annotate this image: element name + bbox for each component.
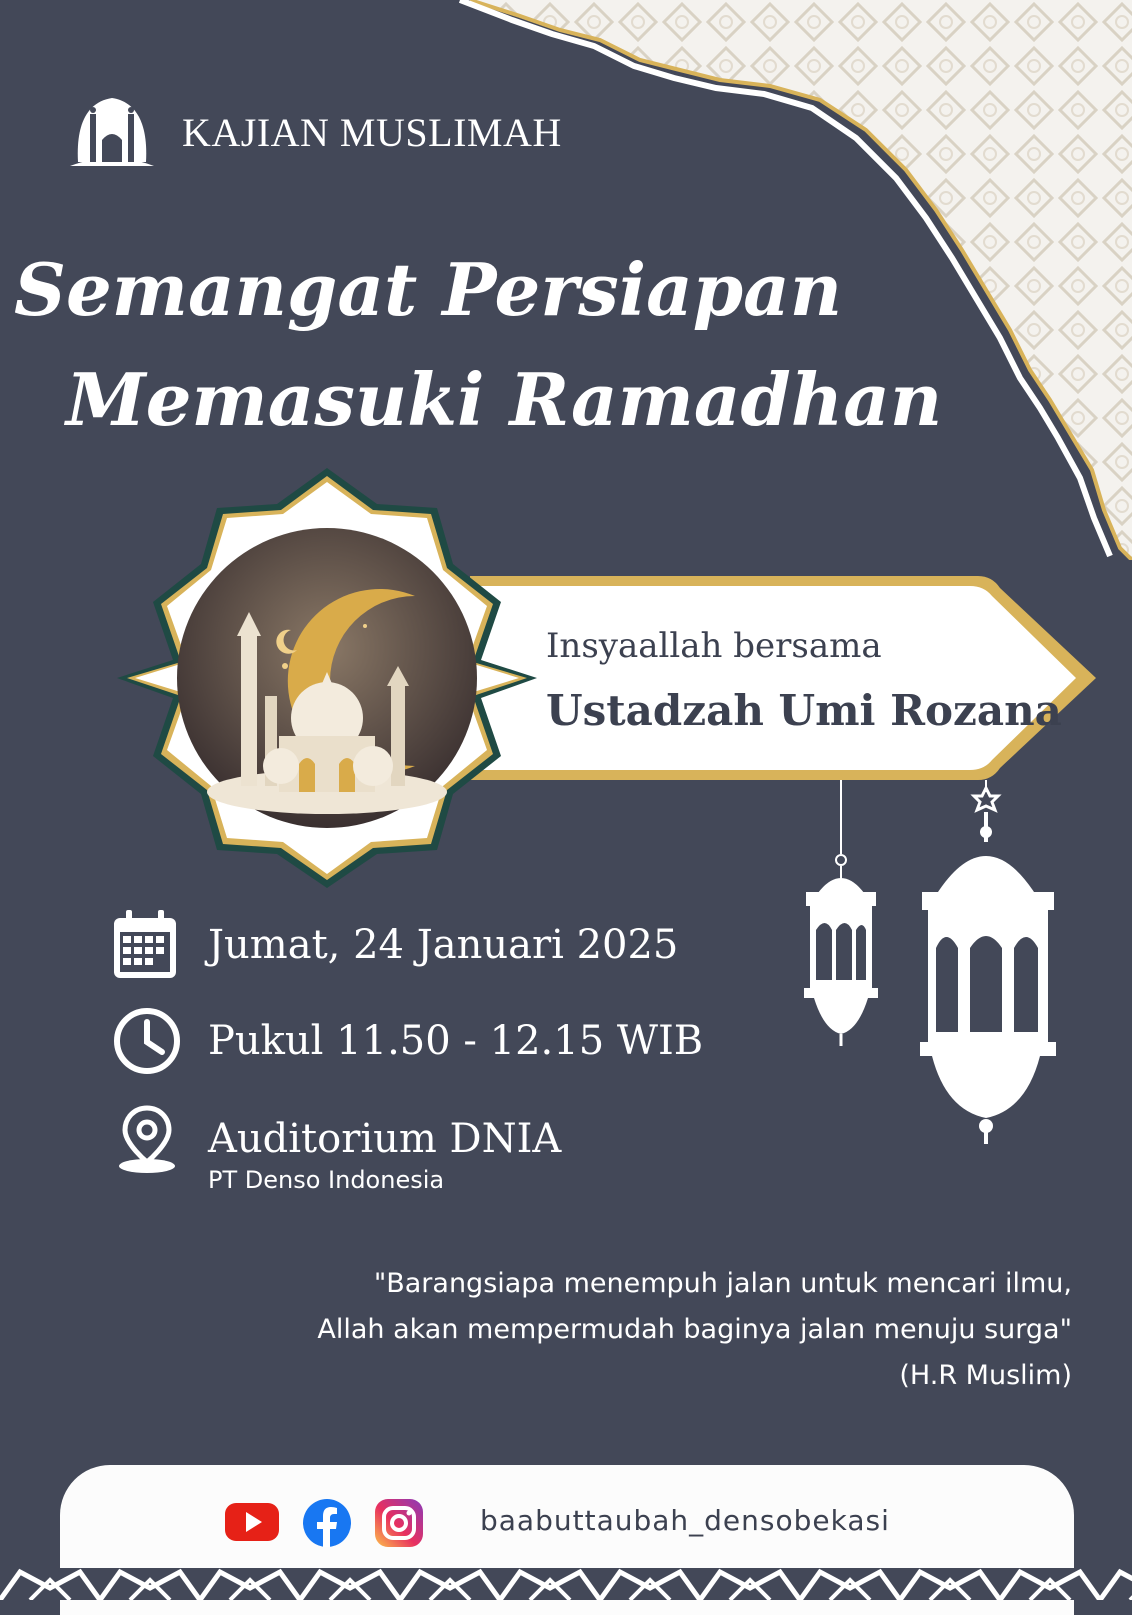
mosque-icon xyxy=(66,96,158,168)
speaker-name: Ustadzah Umi Rozana xyxy=(546,686,1062,735)
event-date: Jumat, 24 Januari 2025 xyxy=(208,922,679,968)
title-line-1: Semangat Persiapan xyxy=(14,247,843,332)
calendar-icon xyxy=(112,910,182,980)
speaker-banner xyxy=(470,576,1100,782)
social-icons xyxy=(224,1498,424,1548)
lanterns-decoration xyxy=(800,780,1090,1170)
facebook-icon[interactable] xyxy=(302,1498,352,1548)
quote-line-1: "Barangsiapa menempuh jalan untuk mencari ilmu, xyxy=(373,1268,1072,1299)
brand-name: KAJIAN MUSLIMAH xyxy=(182,109,562,155)
event-location: Auditorium DNIA xyxy=(208,1116,562,1162)
location-row xyxy=(112,1104,561,1174)
youtube-icon[interactable] xyxy=(224,1498,280,1546)
event-time: Pukul 11.50 - 12.15 WIB xyxy=(208,1018,704,1064)
brand-header xyxy=(66,96,562,168)
mosque-illustration-medallion xyxy=(115,466,539,890)
event-location-sub: PT Denso Indonesia xyxy=(208,1166,445,1194)
time-row xyxy=(112,1006,703,1076)
instagram-icon[interactable] xyxy=(374,1498,424,1548)
title-line-2: Memasuki Ramadhan xyxy=(66,357,943,442)
bottom-pattern-strip xyxy=(0,1568,1132,1600)
location-pin-icon xyxy=(112,1104,182,1174)
quote-line-2: Allah akan mempermudah baginya jalan menuju surga" xyxy=(317,1314,1072,1345)
quote-source: (H.R Muslim) xyxy=(899,1360,1072,1391)
social-handle[interactable]: baabuttaubah_densobekasi xyxy=(480,1504,890,1537)
date-row xyxy=(112,910,678,980)
clock-icon xyxy=(112,1006,182,1076)
speaker-intro: Insyaallah bersama xyxy=(546,626,882,666)
